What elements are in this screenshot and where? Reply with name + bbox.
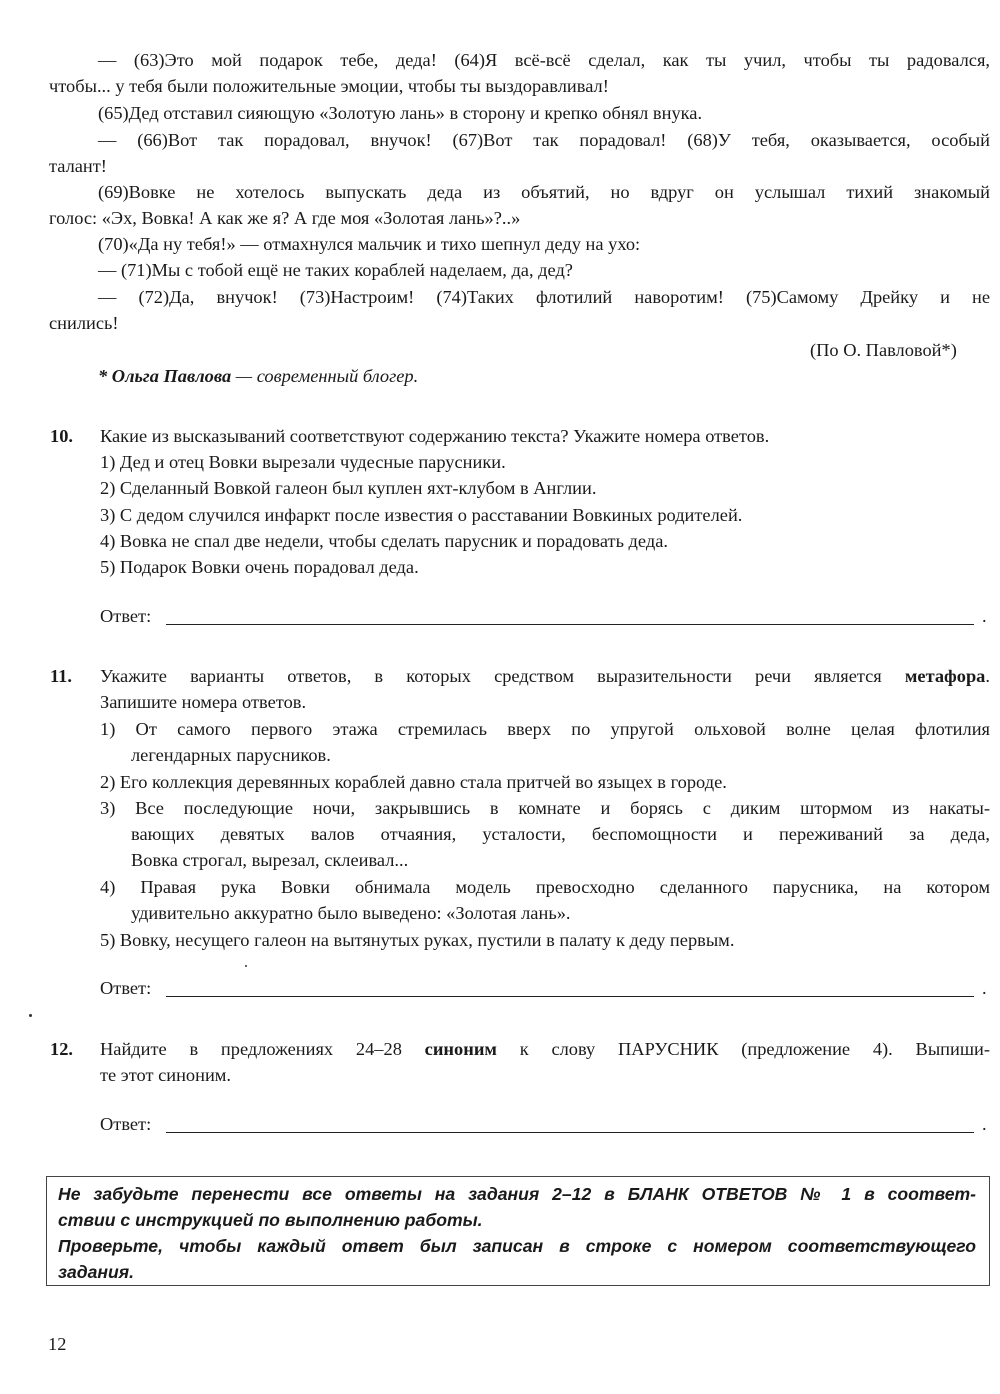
answer-option-continuation: Вовка строгал, вырезал, склеивал... xyxy=(131,850,409,870)
answer-option: 1) Дед и отец Вовки вырезали чудесные парусники. xyxy=(100,452,506,472)
question-number: 10. xyxy=(50,426,73,446)
answer-label: Ответ: xyxy=(100,606,152,626)
notice-line: Не забудьте перенести все ответы на задания 2–12 в БЛАНК ОТВЕТОВ № 1 в соответ- xyxy=(58,1184,976,1204)
answer-option-continuation: легендарных парусников. xyxy=(131,745,331,765)
answer-option: 3) Все последующие ночи, закрывшись в комнате и борясь с диким штормом из накаты- xyxy=(100,798,990,818)
story-line: (65)Дед отставил сияющую «Золотую лань» в сторону и крепко обнял внука. xyxy=(98,103,703,123)
question-number: 12. xyxy=(50,1039,73,1059)
question-prompt-line2: Запишите номера ответов. xyxy=(100,692,307,712)
story-line: (69)Вовке не хотелось выпускать деда из объятий, но вдруг он услышал тихий знакомый xyxy=(98,182,990,202)
answer-end-dot: . xyxy=(982,1114,987,1134)
story-line: — (63)Это мой подарок тебе, деда! (64)Я всё-всё сделал, как ты учил, чтобы ты радовался, xyxy=(98,50,990,70)
answer-option-continuation: вающих девятых валов отчаяния, усталости, беспомощности и переживаний за деда, xyxy=(131,824,990,844)
notice-line: Проверьте, чтобы каждый ответ был записан в строке с номером соответствующего xyxy=(58,1236,976,1256)
page-number: 12 xyxy=(48,1334,67,1354)
story-line: — (72)Да, внучок! (73)Настроим! (74)Таких флотилий наворотим! (75)Самому Дрейку и не xyxy=(98,287,990,307)
answer-option: 3) С дедом случился инфаркт после известия о расставании Вовкиных родителей. xyxy=(100,505,743,525)
answer-option: 5) Вовку, несущего галеон на вытянутых руках, пустили в палату к деду первым. xyxy=(100,930,735,950)
story-line: талант! xyxy=(49,156,107,176)
story-line: чтобы... у тебя были положительные эмоции, чтобы ты выздоравливал! xyxy=(49,76,609,96)
story-line: (70)«Да ну тебя!» — отмахнулся мальчик и тихо шепнул деду на ухо: xyxy=(98,234,641,254)
prompt-keyword: синоним xyxy=(424,1039,497,1059)
story-line: голос: «Эх, Вовка! А как же я? А где моя «Золотая лань»?..» xyxy=(49,208,521,228)
story-line: — (71)Мы с тобой ещё не таких кораблей наделаем, да, дед? xyxy=(98,260,573,280)
footnote xyxy=(98,363,418,389)
prompt-text: Найдите в предложениях 24–28 xyxy=(100,1039,425,1059)
story-line: — (66)Вот так порадовал, внучок! (67)Вот так порадовал! (68)У тебя, оказывается, особый xyxy=(98,130,990,150)
answer-option: 1) От самого первого этажа стремилась вверх по упругой ольховой волне целая флотилия xyxy=(100,719,990,739)
question-prompt-line2: те этот синоним. xyxy=(100,1065,232,1085)
reminder-notice xyxy=(46,1176,990,1286)
answer-line-10[interactable] xyxy=(166,624,974,625)
answer-line-11[interactable] xyxy=(166,996,974,997)
prompt-end: к слову ПАРУСНИК (предложение 4). Выпиши- xyxy=(496,1039,990,1059)
answer-line-12[interactable] xyxy=(166,1132,974,1133)
prompt-end: . xyxy=(985,666,990,686)
question-prompt xyxy=(100,663,990,689)
story-line: снились! xyxy=(49,313,119,333)
question-prompt xyxy=(100,1036,990,1062)
question-prompt: Какие из высказываний соответствуют содержанию текста? Укажите номера ответов. xyxy=(100,426,770,446)
answer-option: 4) Вовка не спал две недели, чтобы сделать парусник и порадовать деда. xyxy=(100,531,668,551)
scan-speck xyxy=(245,965,247,967)
prompt-keyword: метафора xyxy=(904,666,986,686)
notice-line: ствии с инструкцией по выполнению работы. xyxy=(58,1210,483,1230)
answer-label: Ответ: xyxy=(100,978,152,998)
footnote-author: * Ольга Павлова xyxy=(98,366,232,386)
answer-option: 2) Сделанный Вовкой галеон был куплен яхт-клубом в Англии. xyxy=(100,478,597,498)
answer-option: 5) Подарок Вовки очень порадовал деда. xyxy=(100,557,419,577)
notice-line: задания. xyxy=(58,1262,135,1282)
footnote-description: — современный блогер. xyxy=(231,366,419,386)
attribution: (По О. Павловой*) xyxy=(810,340,957,360)
prompt-text: Укажите варианты ответов, в которых средством выразительности речи является xyxy=(100,666,905,686)
answer-end-dot: . xyxy=(982,606,987,626)
answer-option: 4) Правая рука Вовки обнимала модель превосходно сделанного парусника, на котором xyxy=(100,877,990,897)
answer-end-dot: . xyxy=(982,978,987,998)
scan-speck xyxy=(29,1014,32,1017)
answer-option: 2) Его коллекция деревянных кораблей давно стала притчей во языцех в городе. xyxy=(100,772,727,792)
answer-option-continuation: удивительно аккуратно было выведено: «Золотая лань». xyxy=(131,903,571,923)
question-number: 11. xyxy=(50,666,72,686)
answer-label: Ответ: xyxy=(100,1114,152,1134)
